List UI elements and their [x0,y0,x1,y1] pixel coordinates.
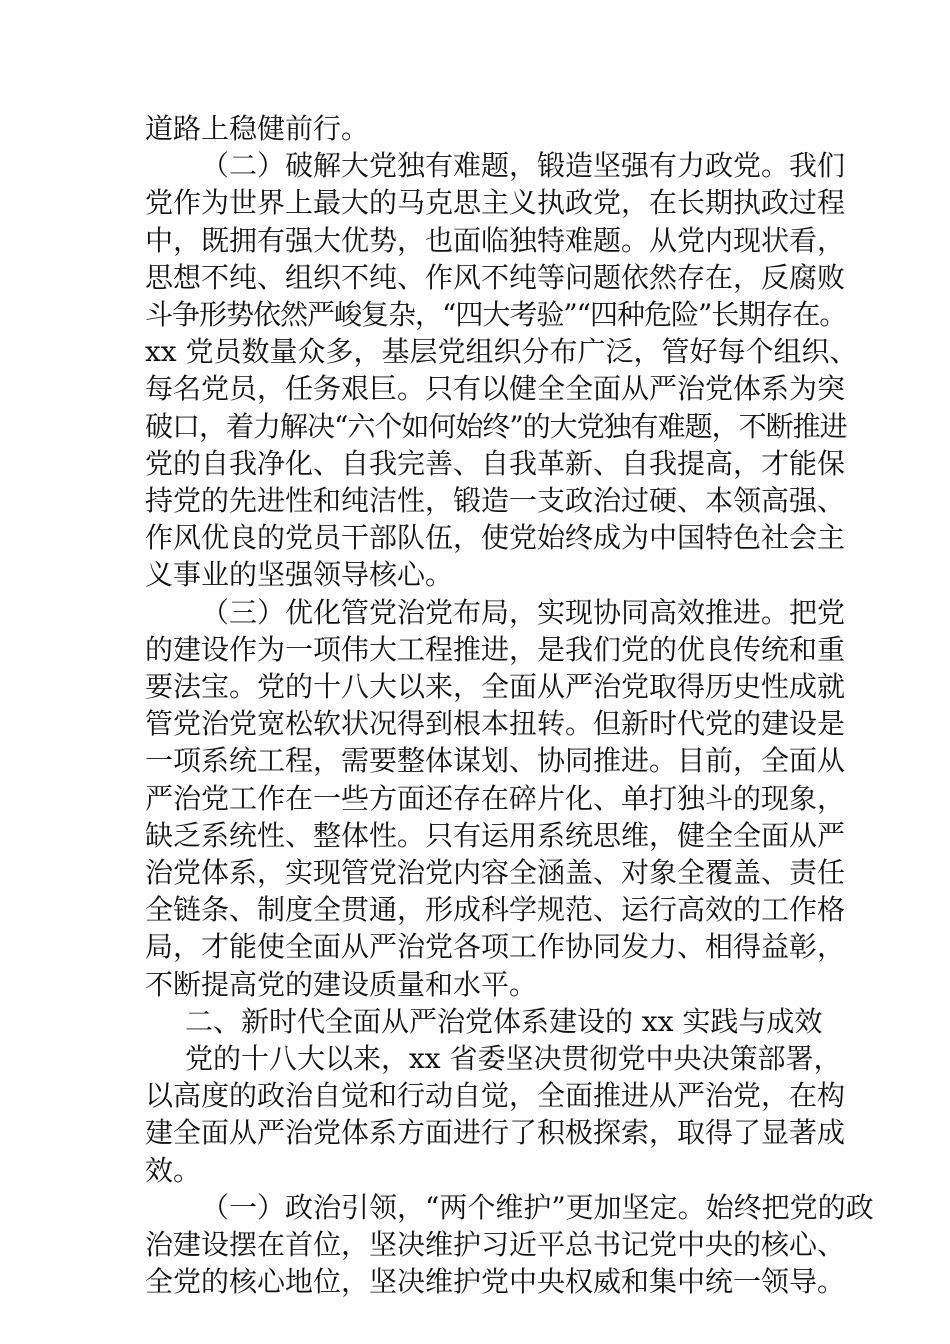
text-line: 治建设摆在首位，坚决维护习近平总书记党中央的核心、 [145,1228,846,1262]
text-line: 效。 [145,1153,202,1187]
text-line: 党作为世界上最大的马克思主义执政党，在长期执政过程 [145,186,846,220]
text-line: （一）政治引领，“两个维护”更加坚定。始终把党的政 [201,1190,874,1224]
text-line: 全链条、制度全贯通，形成科学规范、运行高效的工作格 [145,893,846,927]
text-line: 道路上稳健前行。 [145,112,370,145]
text-line: （三）优化管党治党布局，实现协同高效推进。把党 [201,595,846,629]
text-line: 党的十八大以来，xx 省委坚决贯彻党中央决策部署， [185,1042,842,1076]
text-line: 持党的先进性和纯洁性，锻造一支政治过硬、本领高强、 [145,484,846,518]
text-line: 严治党工作在一些方面还存在碎片化、单打独斗的现象， [145,781,846,815]
text-line: 建全面从严治党体系方面进行了积极探索，取得了显著成 [145,1116,846,1150]
text-line: 以高度的政治自觉和行动自觉，全面推进从严治党，在构 [145,1079,846,1113]
heading-line: 二、新时代全面从严治党体系建设的 xx 实践与成效 [185,1004,823,1038]
text-line: 思想不纯、组织不纯、作风不纯等问题依然存在，反腐败 [145,260,846,294]
text-line: 作风优良的党员干部队伍，使党始终成为中国特色社会主 [145,521,846,555]
text-line: 中，既拥有强大优势，也面临独特难题。从党内现状看， [145,223,846,257]
paragraph-continuation [145,110,815,147]
text-line: 党的自我净化、自我完善、自我革新、自我提高，才能保 [145,446,846,480]
text-line: 斗争形势依然严峻复杂，“四大考验”“四种危险”长期存在。 [145,298,847,332]
text-line: xx 党员数量众多，基层党组织分布广泛，管好每个组织、 [145,335,858,369]
text-line: 全党的核心地位，坚决维护党中央权威和集中统一领导。 [145,1265,846,1299]
text-line: 治党体系，实现管党治党内容全涵盖、对象全覆盖、责任 [145,856,846,890]
paragraph-intro [145,1040,846,1189]
text-line: 不断提高党的建设质量和水平。 [145,967,538,1001]
text-line: 局，才能使全面从严治党各项工作协同发力、相得益彰， [145,930,846,964]
text-line: 一项系统工程，需要整体谋划、协同推进。目前，全面从 [145,744,846,778]
text-line: 义事业的坚强领导核心。 [145,558,454,592]
paragraph-subsection-1 [145,1189,874,1301]
text-line: 缺乏系统性、整体性。只有运用系统思维，健全全面从严 [145,818,846,852]
paragraph-section-3 [145,594,846,1003]
text-line: 的建设作为一项伟大工程推进，是我们党的优良传统和重 [145,632,846,666]
text-line: 管党治党宽松软状况得到根本扭转。但新时代党的建设是 [145,707,846,741]
paragraph-section-2 [145,147,858,593]
document-body [145,110,874,1301]
text-line: 要法宝。党的十八大以来，全面从严治党取得历史性成就 [145,670,846,704]
section-heading [145,1003,823,1040]
text-line: 每名党员，任务艰巨。只有以健全全面从严治党体系为突 [145,372,846,406]
text-line: 破口，着力解决“六个如何始终”的大党独有难题，不断推进 [145,409,847,443]
text-line: （二）破解大党独有难题，锻造坚强有力政党。我们 [201,149,846,183]
